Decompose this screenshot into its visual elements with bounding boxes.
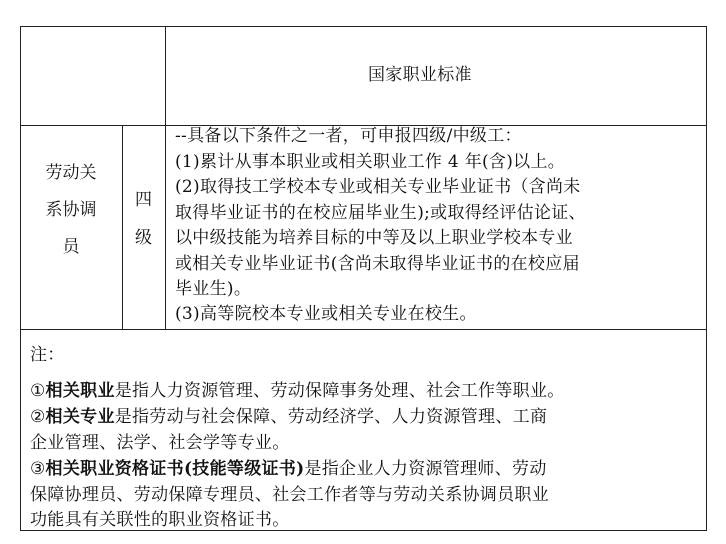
note-3 <box>30 457 547 481</box>
note-2-continuation: 企业管理、法学、社会学等专业。 <box>30 433 290 453</box>
table-top-border <box>20 26 707 27</box>
condition-line: (3)高等院校本专业或相关专业在校生。 <box>175 304 477 324</box>
note-2 <box>30 405 547 429</box>
occupation-name <box>20 160 122 261</box>
table-right-border <box>706 26 707 531</box>
occupation-line: 系协调 <box>45 200 97 220</box>
notes-label: 注： <box>30 345 65 365</box>
note-term: 相关专业 <box>45 407 115 427</box>
note-number: ③ <box>30 459 46 479</box>
note-number: ① <box>30 381 46 401</box>
level-name <box>122 186 165 252</box>
level-char: 级 <box>135 228 152 248</box>
condition-line: 毕业生)。 <box>175 279 252 299</box>
note-3-continuation: 功能具有关联性的职业资格证书。 <box>30 510 290 530</box>
content-column-left-border <box>165 26 166 330</box>
note-term: 相关职业 <box>45 381 115 401</box>
condition-line: (2)取得技工学校本专业或相关专业毕业证书（含尚未 <box>175 177 581 197</box>
table-left-border <box>20 26 21 531</box>
occupation-line: 员 <box>62 237 80 257</box>
note-text: 是指企业人力资源管理师、劳动 <box>304 459 547 479</box>
condition-line: 以中级技能为培养目标的中等及以上职业学校本专业 <box>175 228 573 248</box>
note-text: 是指劳动与社会保障、劳动经济学、人力资源管理、工商 <box>114 407 548 427</box>
condition-line: (1)累计从事本职业或相关职业工作 4 年(含)以上。 <box>175 152 566 172</box>
note-3-continuation: 保障协理员、劳动保障专理员、社会工作者等与劳动关系协调员职业 <box>30 485 549 505</box>
condition-line: 或相关专业毕业证书(含尚未取得毕业证书的在校应届 <box>175 254 580 274</box>
condition-line: 取得毕业证书的在校应届毕业生);或取得经评估论证、 <box>175 203 586 223</box>
occupation-line: 劳动关 <box>45 163 97 183</box>
conditions-row-bottom-border <box>20 329 707 330</box>
note-number: ② <box>30 407 46 427</box>
level-char: 四 <box>135 190 152 210</box>
note-1 <box>30 379 565 403</box>
note-text: 是指人力资源管理、劳动保障事务处理、社会工作等职业。 <box>114 381 565 401</box>
note-term: 相关职业资格证书(技能等级证书) <box>45 459 305 479</box>
conditions-intro: --具备以下条件之一者，可申报四级/中级工： <box>175 126 522 146</box>
standard-title: 国家职业标准 <box>368 65 472 85</box>
